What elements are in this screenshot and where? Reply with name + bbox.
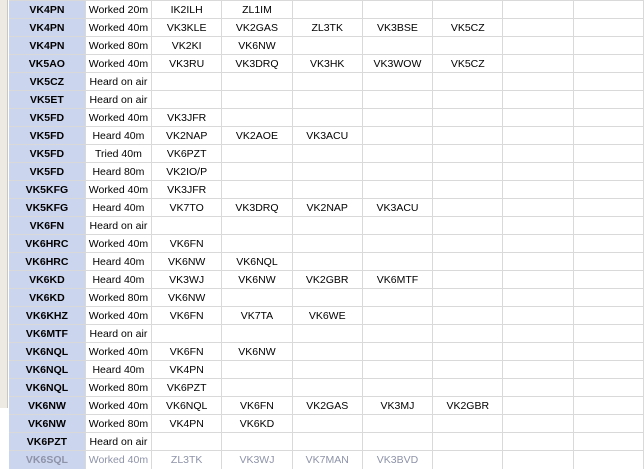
- cell-qso2[interactable]: [222, 163, 292, 181]
- cell-qso3[interactable]: [292, 1, 362, 19]
- cell-status[interactable]: Worked 80m: [85, 415, 151, 433]
- table-row[interactable]: [9, 307, 644, 325]
- cell-qso4[interactable]: [362, 235, 432, 253]
- cell-status[interactable]: Worked 40m: [85, 19, 151, 37]
- cell-qso1[interactable]: [152, 91, 222, 109]
- cell-qso1[interactable]: VK7TO: [152, 199, 222, 217]
- cell-qso1[interactable]: ZL3TK: [152, 451, 222, 469]
- cell-qso5[interactable]: [433, 451, 503, 469]
- cell-qso6[interactable]: [503, 163, 573, 181]
- cell-qso2[interactable]: VK3WJ: [222, 451, 292, 469]
- cell-qso7[interactable]: [573, 127, 643, 145]
- cell-qso7[interactable]: [573, 451, 643, 469]
- cell-qso2[interactable]: VK6NQL: [222, 253, 292, 271]
- table-row[interactable]: [9, 361, 644, 379]
- cell-qso3[interactable]: [292, 73, 362, 91]
- cell-qso1[interactable]: VK3KLE: [152, 19, 222, 37]
- cell-qso2[interactable]: [222, 379, 292, 397]
- cell-callsign[interactable]: VK6SQL: [9, 451, 85, 469]
- cell-qso1[interactable]: [152, 325, 222, 343]
- cell-status[interactable]: Worked 20m: [85, 1, 151, 19]
- cell-qso6[interactable]: [503, 361, 573, 379]
- table-row[interactable]: [9, 397, 644, 415]
- cell-qso5[interactable]: [433, 235, 503, 253]
- cell-qso3[interactable]: [292, 289, 362, 307]
- cell-callsign[interactable]: VK5FD: [9, 145, 85, 163]
- cell-qso5[interactable]: [433, 361, 503, 379]
- cell-qso6[interactable]: [503, 253, 573, 271]
- cell-status[interactable]: Heard on air: [85, 73, 151, 91]
- cell-qso5[interactable]: [433, 1, 503, 19]
- cell-qso5[interactable]: [433, 379, 503, 397]
- table-row[interactable]: [9, 1, 644, 19]
- cell-status[interactable]: Worked 40m: [85, 181, 151, 199]
- cell-status[interactable]: Heard 80m: [85, 163, 151, 181]
- cell-callsign[interactable]: VK4PN: [9, 19, 85, 37]
- cell-qso5[interactable]: VK5CZ: [433, 19, 503, 37]
- cell-status[interactable]: Heard on air: [85, 217, 151, 235]
- cell-qso4[interactable]: [362, 379, 432, 397]
- cell-qso7[interactable]: [573, 181, 643, 199]
- cell-qso6[interactable]: [503, 1, 573, 19]
- cell-qso5[interactable]: [433, 199, 503, 217]
- cell-qso7[interactable]: [573, 379, 643, 397]
- cell-qso3[interactable]: VK2GAS: [292, 397, 362, 415]
- cell-qso5[interactable]: [433, 145, 503, 163]
- cell-qso4[interactable]: VK3WOW: [362, 55, 432, 73]
- cell-status[interactable]: Heard 40m: [85, 199, 151, 217]
- cell-qso3[interactable]: [292, 37, 362, 55]
- cell-qso6[interactable]: [503, 289, 573, 307]
- cell-qso3[interactable]: [292, 379, 362, 397]
- table-row[interactable]: [9, 19, 644, 37]
- cell-qso7[interactable]: [573, 55, 643, 73]
- cell-qso1[interactable]: VK6PZT: [152, 145, 222, 163]
- cell-qso2[interactable]: [222, 325, 292, 343]
- table-row[interactable]: [9, 253, 644, 271]
- cell-callsign[interactable]: VK6KHZ: [9, 307, 85, 325]
- cell-qso2[interactable]: [222, 289, 292, 307]
- cell-status[interactable]: Worked 40m: [85, 307, 151, 325]
- cell-qso7[interactable]: [573, 271, 643, 289]
- cell-qso7[interactable]: [573, 325, 643, 343]
- cell-qso7[interactable]: [573, 1, 643, 19]
- cell-qso7[interactable]: [573, 91, 643, 109]
- cell-qso3[interactable]: [292, 109, 362, 127]
- cell-callsign[interactable]: VK5FD: [9, 109, 85, 127]
- cell-qso7[interactable]: [573, 199, 643, 217]
- cell-qso7[interactable]: [573, 37, 643, 55]
- cell-status[interactable]: Heard on air: [85, 91, 151, 109]
- cell-qso1[interactable]: VK6NW: [152, 253, 222, 271]
- cell-qso3[interactable]: [292, 235, 362, 253]
- cell-qso1[interactable]: VK4PN: [152, 415, 222, 433]
- cell-status[interactable]: Worked 40m: [85, 343, 151, 361]
- cell-callsign[interactable]: VK6NQL: [9, 361, 85, 379]
- cell-qso6[interactable]: [503, 109, 573, 127]
- cell-qso4[interactable]: [362, 325, 432, 343]
- table-row[interactable]: [9, 451, 644, 469]
- cell-qso1[interactable]: [152, 217, 222, 235]
- cell-qso1[interactable]: VK2NAP: [152, 127, 222, 145]
- cell-qso4[interactable]: [362, 307, 432, 325]
- cell-callsign[interactable]: VK6PZT: [9, 433, 85, 451]
- cell-callsign[interactable]: VK6KD: [9, 271, 85, 289]
- cell-qso5[interactable]: VK2GBR: [433, 397, 503, 415]
- cell-callsign[interactable]: VK6MTF: [9, 325, 85, 343]
- table-row[interactable]: [9, 217, 644, 235]
- cell-qso4[interactable]: [362, 217, 432, 235]
- cell-callsign[interactable]: VK5AO: [9, 55, 85, 73]
- table-row[interactable]: [9, 235, 644, 253]
- cell-qso7[interactable]: [573, 253, 643, 271]
- cell-qso2[interactable]: [222, 109, 292, 127]
- cell-qso5[interactable]: VK5CZ: [433, 55, 503, 73]
- row-header-gutter: [0, 0, 8, 408]
- cell-qso3[interactable]: VK2NAP: [292, 199, 362, 217]
- cell-qso4[interactable]: [362, 163, 432, 181]
- cell-qso4[interactable]: VK3BVD: [362, 451, 432, 469]
- table-row[interactable]: [9, 325, 644, 343]
- cell-qso3[interactable]: [292, 91, 362, 109]
- cell-callsign[interactable]: VK5FD: [9, 163, 85, 181]
- cell-qso5[interactable]: [433, 217, 503, 235]
- cell-status[interactable]: Worked 80m: [85, 37, 151, 55]
- cell-qso1[interactable]: VK6NW: [152, 289, 222, 307]
- qso-log-table: [9, 0, 644, 469]
- cell-qso7[interactable]: [573, 397, 643, 415]
- cell-qso1[interactable]: IK2ILH: [152, 1, 222, 19]
- cell-qso1[interactable]: VK6FN: [152, 343, 222, 361]
- cell-status[interactable]: Heard 40m: [85, 361, 151, 379]
- cell-qso2[interactable]: [222, 73, 292, 91]
- cell-qso5[interactable]: [433, 181, 503, 199]
- cell-qso7[interactable]: [573, 289, 643, 307]
- cell-qso2[interactable]: ZL1IM: [222, 1, 292, 19]
- cell-qso3[interactable]: [292, 145, 362, 163]
- cell-qso3[interactable]: ZL3TK: [292, 19, 362, 37]
- cell-qso3[interactable]: [292, 325, 362, 343]
- cell-qso4[interactable]: [362, 415, 432, 433]
- cell-status[interactable]: Worked 40m: [85, 397, 151, 415]
- cell-qso4[interactable]: [362, 91, 432, 109]
- cell-qso4[interactable]: [362, 253, 432, 271]
- cell-qso6[interactable]: [503, 451, 573, 469]
- table-row[interactable]: [9, 271, 644, 289]
- cell-qso2[interactable]: [222, 217, 292, 235]
- table-body: [9, 1, 644, 469]
- cell-qso3[interactable]: VK6WE: [292, 307, 362, 325]
- cell-qso6[interactable]: [503, 307, 573, 325]
- cell-status[interactable]: Worked 80m: [85, 379, 151, 397]
- cell-qso1[interactable]: [152, 73, 222, 91]
- cell-qso7[interactable]: [573, 19, 643, 37]
- cell-qso6[interactable]: [503, 37, 573, 55]
- cell-qso4[interactable]: [362, 109, 432, 127]
- cell-callsign[interactable]: VK5KFG: [9, 181, 85, 199]
- cell-qso6[interactable]: [503, 397, 573, 415]
- cell-qso7[interactable]: [573, 307, 643, 325]
- table-row[interactable]: [9, 433, 644, 451]
- cell-status[interactable]: Heard 40m: [85, 271, 151, 289]
- cell-qso3[interactable]: [292, 217, 362, 235]
- cell-qso5[interactable]: [433, 127, 503, 145]
- cell-callsign[interactable]: VK6NW: [9, 397, 85, 415]
- cell-qso6[interactable]: [503, 145, 573, 163]
- cell-qso1[interactable]: VK2KI: [152, 37, 222, 55]
- cell-qso4[interactable]: [362, 145, 432, 163]
- cell-callsign[interactable]: VK6HRC: [9, 235, 85, 253]
- cell-qso2[interactable]: VK7TA: [222, 307, 292, 325]
- cell-qso2[interactable]: [222, 433, 292, 451]
- cell-qso2[interactable]: [222, 145, 292, 163]
- cell-qso4[interactable]: VK3ACU: [362, 199, 432, 217]
- cell-qso1[interactable]: VK3WJ: [152, 271, 222, 289]
- cell-qso3[interactable]: [292, 253, 362, 271]
- cell-status[interactable]: Heard 40m: [85, 253, 151, 271]
- cell-qso5[interactable]: [433, 307, 503, 325]
- cell-qso2[interactable]: VK6FN: [222, 397, 292, 415]
- table-row[interactable]: [9, 343, 644, 361]
- cell-qso7[interactable]: [573, 235, 643, 253]
- cell-qso5[interactable]: [433, 163, 503, 181]
- cell-callsign[interactable]: VK6FN: [9, 217, 85, 235]
- cell-qso6[interactable]: [503, 379, 573, 397]
- table-row[interactable]: [9, 145, 644, 163]
- cell-qso2[interactable]: VK6NW: [222, 37, 292, 55]
- cell-qso7[interactable]: [573, 433, 643, 451]
- cell-qso2[interactable]: [222, 235, 292, 253]
- cell-qso4[interactable]: VK3MJ: [362, 397, 432, 415]
- cell-status[interactable]: Worked 80m: [85, 289, 151, 307]
- cell-qso1[interactable]: [152, 433, 222, 451]
- cell-qso6[interactable]: [503, 91, 573, 109]
- cell-qso2[interactable]: VK6KD: [222, 415, 292, 433]
- cell-qso1[interactable]: VK6PZT: [152, 379, 222, 397]
- cell-qso3[interactable]: [292, 361, 362, 379]
- cell-qso3[interactable]: [292, 433, 362, 451]
- table-row[interactable]: [9, 199, 644, 217]
- cell-qso4[interactable]: [362, 181, 432, 199]
- cell-qso6[interactable]: [503, 235, 573, 253]
- cell-qso2[interactable]: VK3DRQ: [222, 199, 292, 217]
- cell-qso4[interactable]: [362, 289, 432, 307]
- cell-qso6[interactable]: [503, 199, 573, 217]
- cell-qso2[interactable]: VK3DRQ: [222, 55, 292, 73]
- cell-qso2[interactable]: [222, 361, 292, 379]
- cell-callsign[interactable]: VK6KD: [9, 289, 85, 307]
- cell-qso5[interactable]: [433, 415, 503, 433]
- cell-qso3[interactable]: [292, 343, 362, 361]
- cell-qso3[interactable]: [292, 181, 362, 199]
- cell-callsign[interactable]: VK6HRC: [9, 253, 85, 271]
- cell-qso4[interactable]: VK6MTF: [362, 271, 432, 289]
- cell-qso7[interactable]: [573, 217, 643, 235]
- cell-qso2[interactable]: VK2GAS: [222, 19, 292, 37]
- cell-qso4[interactable]: [362, 361, 432, 379]
- table-row[interactable]: [9, 109, 644, 127]
- table-row[interactable]: [9, 163, 644, 181]
- cell-status[interactable]: Heard on air: [85, 325, 151, 343]
- cell-callsign[interactable]: VK6NQL: [9, 379, 85, 397]
- cell-qso6[interactable]: [503, 325, 573, 343]
- cell-qso5[interactable]: [433, 433, 503, 451]
- table-row[interactable]: [9, 55, 644, 73]
- cell-qso4[interactable]: [362, 73, 432, 91]
- table-row[interactable]: [9, 181, 644, 199]
- cell-callsign[interactable]: VK6NW: [9, 415, 85, 433]
- cell-qso4[interactable]: [362, 37, 432, 55]
- table-row[interactable]: [9, 289, 644, 307]
- cell-status[interactable]: Worked 40m: [85, 109, 151, 127]
- cell-qso7[interactable]: [573, 73, 643, 91]
- cell-qso7[interactable]: [573, 361, 643, 379]
- cell-callsign[interactable]: VK4PN: [9, 1, 85, 19]
- cell-qso4[interactable]: [362, 1, 432, 19]
- cell-qso2[interactable]: VK2AOE: [222, 127, 292, 145]
- cell-status[interactable]: Heard 40m: [85, 127, 151, 145]
- cell-qso6[interactable]: [503, 127, 573, 145]
- cell-qso5[interactable]: [433, 91, 503, 109]
- table-row[interactable]: [9, 37, 644, 55]
- cell-qso1[interactable]: VK3JFR: [152, 109, 222, 127]
- cell-qso2[interactable]: VK6NW: [222, 271, 292, 289]
- cell-qso6[interactable]: [503, 343, 573, 361]
- cell-qso5[interactable]: [433, 37, 503, 55]
- table-row[interactable]: [9, 415, 644, 433]
- cell-callsign[interactable]: VK5ET: [9, 91, 85, 109]
- cell-status[interactable]: Tried 40m: [85, 145, 151, 163]
- table-row[interactable]: [9, 73, 644, 91]
- cell-qso1[interactable]: VK6NQL: [152, 397, 222, 415]
- cell-qso7[interactable]: [573, 163, 643, 181]
- cell-qso6[interactable]: [503, 55, 573, 73]
- cell-qso3[interactable]: VK2GBR: [292, 271, 362, 289]
- cell-callsign[interactable]: VK5KFG: [9, 199, 85, 217]
- table-row[interactable]: [9, 379, 644, 397]
- cell-qso6[interactable]: [503, 181, 573, 199]
- cell-qso4[interactable]: [362, 433, 432, 451]
- cell-qso6[interactable]: [503, 415, 573, 433]
- cell-qso5[interactable]: [433, 325, 503, 343]
- cell-qso2[interactable]: VK6NW: [222, 343, 292, 361]
- cell-qso7[interactable]: [573, 343, 643, 361]
- cell-qso1[interactable]: VK3JFR: [152, 181, 222, 199]
- cell-qso3[interactable]: VK3HK: [292, 55, 362, 73]
- cell-callsign[interactable]: VK5FD: [9, 127, 85, 145]
- cell-qso1[interactable]: VK6FN: [152, 235, 222, 253]
- cell-qso4[interactable]: VK3BSE: [362, 19, 432, 37]
- cell-status[interactable]: Heard on air: [85, 433, 151, 451]
- cell-qso5[interactable]: [433, 343, 503, 361]
- cell-qso3[interactable]: VK7MAN: [292, 451, 362, 469]
- cell-qso5[interactable]: [433, 271, 503, 289]
- cell-qso1[interactable]: VK6FN: [152, 307, 222, 325]
- cell-status[interactable]: Worked 40m: [85, 235, 151, 253]
- cell-qso5[interactable]: [433, 73, 503, 91]
- cell-status[interactable]: Worked 40m: [85, 55, 151, 73]
- cell-qso2[interactable]: [222, 91, 292, 109]
- cell-qso7[interactable]: [573, 415, 643, 433]
- cell-qso4[interactable]: [362, 127, 432, 145]
- cell-qso7[interactable]: [573, 145, 643, 163]
- cell-qso3[interactable]: [292, 163, 362, 181]
- table-row[interactable]: [9, 91, 644, 109]
- cell-qso5[interactable]: [433, 253, 503, 271]
- table-row[interactable]: [9, 127, 644, 145]
- cell-qso1[interactable]: VK3RU: [152, 55, 222, 73]
- cell-qso6[interactable]: [503, 19, 573, 37]
- cell-qso7[interactable]: [573, 109, 643, 127]
- cell-callsign[interactable]: VK6NQL: [9, 343, 85, 361]
- cell-callsign[interactable]: VK4PN: [9, 37, 85, 55]
- cell-qso1[interactable]: VK2IO/P: [152, 163, 222, 181]
- cell-qso5[interactable]: [433, 289, 503, 307]
- cell-qso6[interactable]: [503, 73, 573, 91]
- cell-qso4[interactable]: [362, 343, 432, 361]
- cell-qso6[interactable]: [503, 433, 573, 451]
- cell-qso6[interactable]: [503, 271, 573, 289]
- cell-qso5[interactable]: [433, 109, 503, 127]
- cell-qso6[interactable]: [503, 217, 573, 235]
- cell-status[interactable]: Worked 40m: [85, 451, 151, 469]
- cell-qso3[interactable]: VK3ACU: [292, 127, 362, 145]
- cell-qso2[interactable]: [222, 181, 292, 199]
- cell-callsign[interactable]: VK5CZ: [9, 73, 85, 91]
- cell-qso3[interactable]: [292, 415, 362, 433]
- cell-qso1[interactable]: VK4PN: [152, 361, 222, 379]
